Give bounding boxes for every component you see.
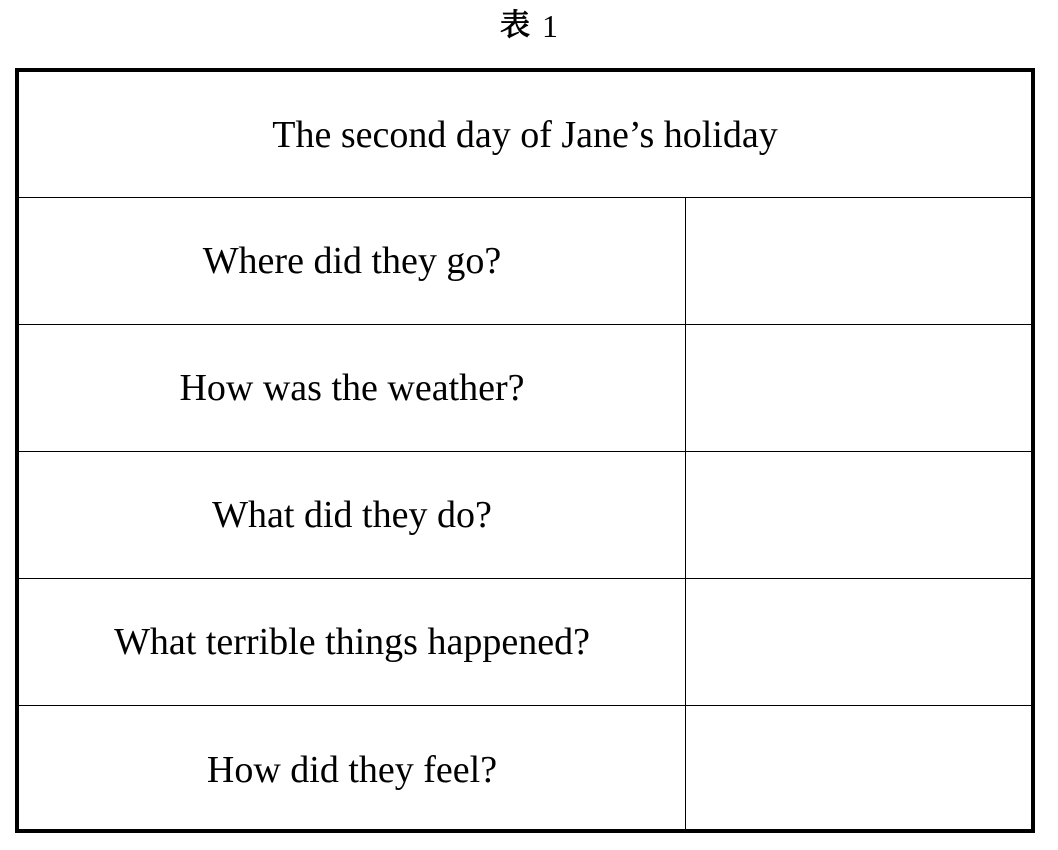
- answer-cell[interactable]: [686, 198, 1031, 324]
- answer-cell[interactable]: [686, 706, 1031, 833]
- table-row: [19, 452, 1031, 579]
- question-cell: [19, 198, 686, 324]
- question-text: Where did they go?: [202, 240, 502, 282]
- table-caption-label: 表: [500, 8, 530, 43]
- table-row: [19, 325, 1031, 452]
- question-text: How did they feel?: [206, 748, 498, 791]
- question-cell: [19, 579, 686, 705]
- table-row: [19, 706, 1031, 833]
- question-cell: [19, 452, 686, 578]
- table-row: [19, 198, 1031, 325]
- question-text: What did they do?: [212, 494, 492, 536]
- question-cell: [19, 706, 686, 833]
- table-caption-number: 1: [542, 8, 558, 44]
- question-text: What terrible things happened?: [114, 621, 590, 663]
- answer-cell[interactable]: [686, 325, 1031, 451]
- table-title-row: [19, 72, 1031, 198]
- answer-cell[interactable]: [686, 452, 1031, 578]
- answer-cell[interactable]: [686, 579, 1031, 705]
- question-text: How was the weather?: [179, 367, 525, 409]
- table-caption: [0, 0, 1058, 52]
- table-title: The second day of Jane’s holiday: [272, 113, 778, 156]
- question-cell: [19, 325, 686, 451]
- table-row: [19, 579, 1031, 706]
- holiday-table: [15, 68, 1035, 833]
